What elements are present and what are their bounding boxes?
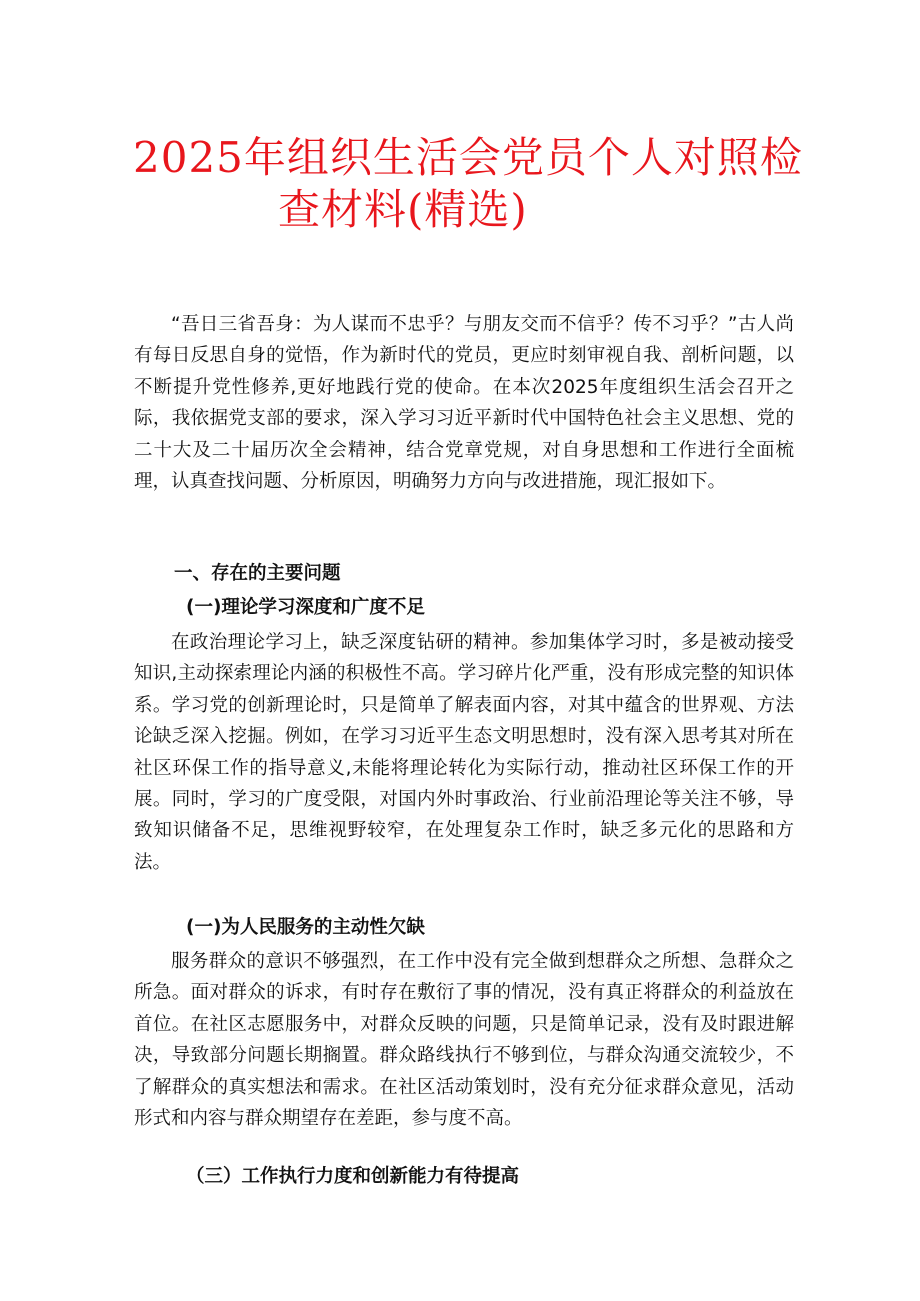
document-title-line-2: 查材料(精选)	[278, 185, 528, 234]
paragraph-theory-study: 在政治理论学习上，缺乏深度钻研的精神。参加集体学习时，多是被动接受知识,主动探索理论内涵的积极性不高。学习碎片化严重，没有形成完整的知识体系。学习党的创新理论时，只是简单了解表面内容，对其中蕴含的世界观、方法论缺乏深入挖掘。例如，在学习习近平生态文明思想时，没有深入思考其对所在社区环保工作的指导意义,未能将理论转化为实际行动，推动社区环保工作的开展。同时，学习的广度受限，对国内外时事政治、行业前沿理论等关注不够，导致知识储备不足，思维视野较窄，在处理复杂工作时，缺乏多元化的思路和方法。	[134, 632, 794, 873]
document-title-line-1: 2025年组织生活会党员个人对照检	[133, 133, 803, 182]
paragraph-serve-people: 服务群众的意识不够强烈，在工作中没有完全做到想群众之所想、急群众之所急。面对群众的诉求，有时存在敷衍了事的情况，没有真正将群众的利益放在首位。在社区志愿服务中，对群众反映的问题，只是简单记录，没有及时跟进解决，导致部分问题长期搁置。群众路线执行不够到位，与群众沟通交流较少，不了解群众的真实想法和需求。在社区活动策划时，没有充分征求群众意见，活动形式和内容与群众期望存在差距，参与度不高。	[134, 951, 794, 1130]
section-heading-main-problems: 一、存在的主要问题	[174, 563, 341, 584]
subheading-theory-study: (一)理论学习深度和广度不足	[186, 597, 425, 618]
subheading-serve-people: (一)为人民服务的主动性欠缺	[186, 917, 425, 938]
subheading-execution-innovation: （三）工作执行力度和创新能力有待提高	[186, 1166, 520, 1187]
intro-paragraph: “吾日三省吾身：为人谋而不忠乎？与朋友交而不信乎？传不习乎？”古人尚有每日反思自身的觉悟，作为新时代的党员，更应时刻审视自我、剖析问题，以不断提升党性修养,更好地践行党的使命。在本次2025年度组织生活会召开之际，我依据党支部的要求，深入学习习近平新时代中国特色社会主义思想、党的二十大及二十届历次全会精神，结合党章党规，对自身思想和工作进行全面梳理，认真查找问题、分析原因，明确努力方向与改进措施，现汇报如下。	[134, 314, 794, 493]
